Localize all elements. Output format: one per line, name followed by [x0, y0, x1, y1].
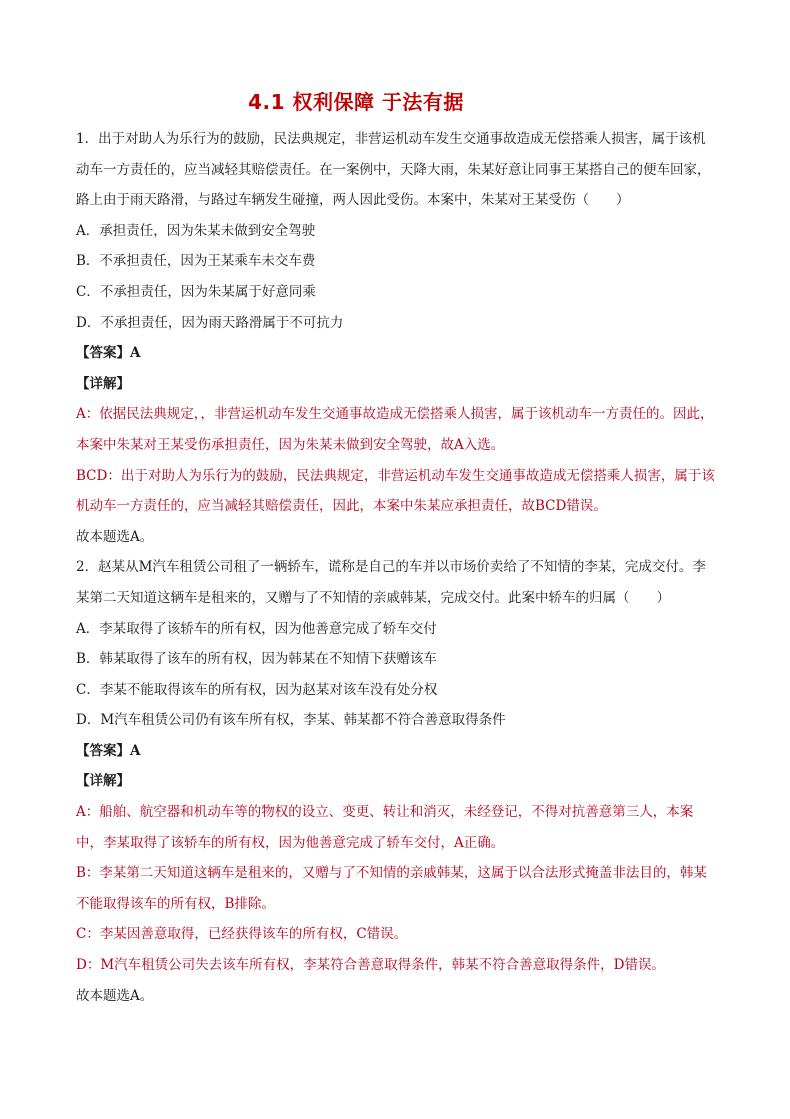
question-2-stem: 2．赵某从M汽车租赁公司租了一辆轿车，谎称是自己的车并以市场价卖给了不知情的李某，完成交付。李某第二天知道这辆车是租来的，又赠与了不知情的亲戚韩某，完成交付。此案中轿车的归属（ ）: [76, 559, 706, 606]
question-2-explanation-d: D：M汽车租赁公司失去该车所有权，李某符合善意取得条件，韩某不符合善意取得条件，D错误。: [76, 957, 665, 974]
question-2-answer: 【答案】A: [76, 742, 141, 759]
question-2-option-b: B．韩某取得了该车的所有权，因为韩某在不知情下获赠该车: [76, 651, 437, 668]
question-2-explanation-b: B：李某第二天知道这辆车是租来的，又赠与了不知情的亲戚韩某，这属于以合法形式掩盖非法目的，韩某不能取得该车的所有权，B排除。: [76, 865, 707, 912]
question-2-explanation-a: A：船舶、航空器和机动车等的物权的设立、变更、转让和消灭，未经登记，不得对抗善意第三人，本案中，李某取得了该轿车的所有权，因为他善意完成了轿车交付，A正确。: [76, 804, 694, 851]
question-1-option-c: C．不承担责任，因为朱某属于好意同乘: [76, 283, 316, 300]
question-1-explanation-bcd: BCD：出于对助人为乐行为的鼓励，民法典规定，非营运机动车发生交通事故造成无偿搭乘人损害，属于该机动车一方责任的，应当减轻其赔偿责任，因此，本案中朱某应承担责任，故BCD错误。: [76, 467, 715, 515]
page-title: 4.1 权利保障 于法有据: [248, 90, 464, 114]
question-1-detail-label: 【详解】: [76, 375, 130, 392]
question-2-option-c: C．李某不能取得该车的所有权，因为赵某对该车没有处分权: [76, 681, 438, 698]
question-1-option-a: A．承担责任，因为朱某未做到安全驾驶: [76, 222, 316, 239]
question-1-option-b: B．不承担责任，因为王某乘车未交车费: [76, 253, 316, 270]
question-2-explanation-c: C：李某因善意取得，已经获得该车的所有权，C错误。: [76, 926, 408, 943]
question-1-conclusion: 故本题选A。: [76, 528, 154, 545]
question-1-stem: 1．出于对助人为乐行为的鼓励，民法典规定，非营运机动车发生交通事故造成无偿搭乘人损害，属于该机动车一方责任的，应当减轻其赔偿责任。在一案例中，天降大雨，朱某好意让同事王某搭自己的便车回家，路上由于雨天路滑，与路过车辆发生碰撞，两人因此受伤。本案中，朱某对王某受伤（ ）: [76, 131, 711, 209]
document-body: [76, 124, 716, 1011]
question-2-option-d: D．M汽车租赁公司仍有该车所有权，李某、韩某都不符合善意取得条件: [76, 712, 506, 729]
question-2-conclusion: 故本题选A。: [76, 987, 154, 1004]
question-1-option-d: D．不承担责任，因为雨天路滑属于不可抗力: [76, 314, 344, 331]
question-2-detail-label: 【详解】: [76, 773, 130, 790]
question-1-answer: 【答案】A: [76, 345, 141, 362]
question-2-option-a: A．李某取得了该轿车的所有权，因为他善意完成了轿车交付: [76, 620, 437, 637]
question-1-explanation-a: A：依据民法典规定，，非营运机动车发生交通事故造成无偿搭乘人损害，属于该机动车一方责任的。因此，本案中朱某对王某受伤承担责任，因为朱某未做到安全驾驶，故A入选。: [76, 406, 714, 453]
